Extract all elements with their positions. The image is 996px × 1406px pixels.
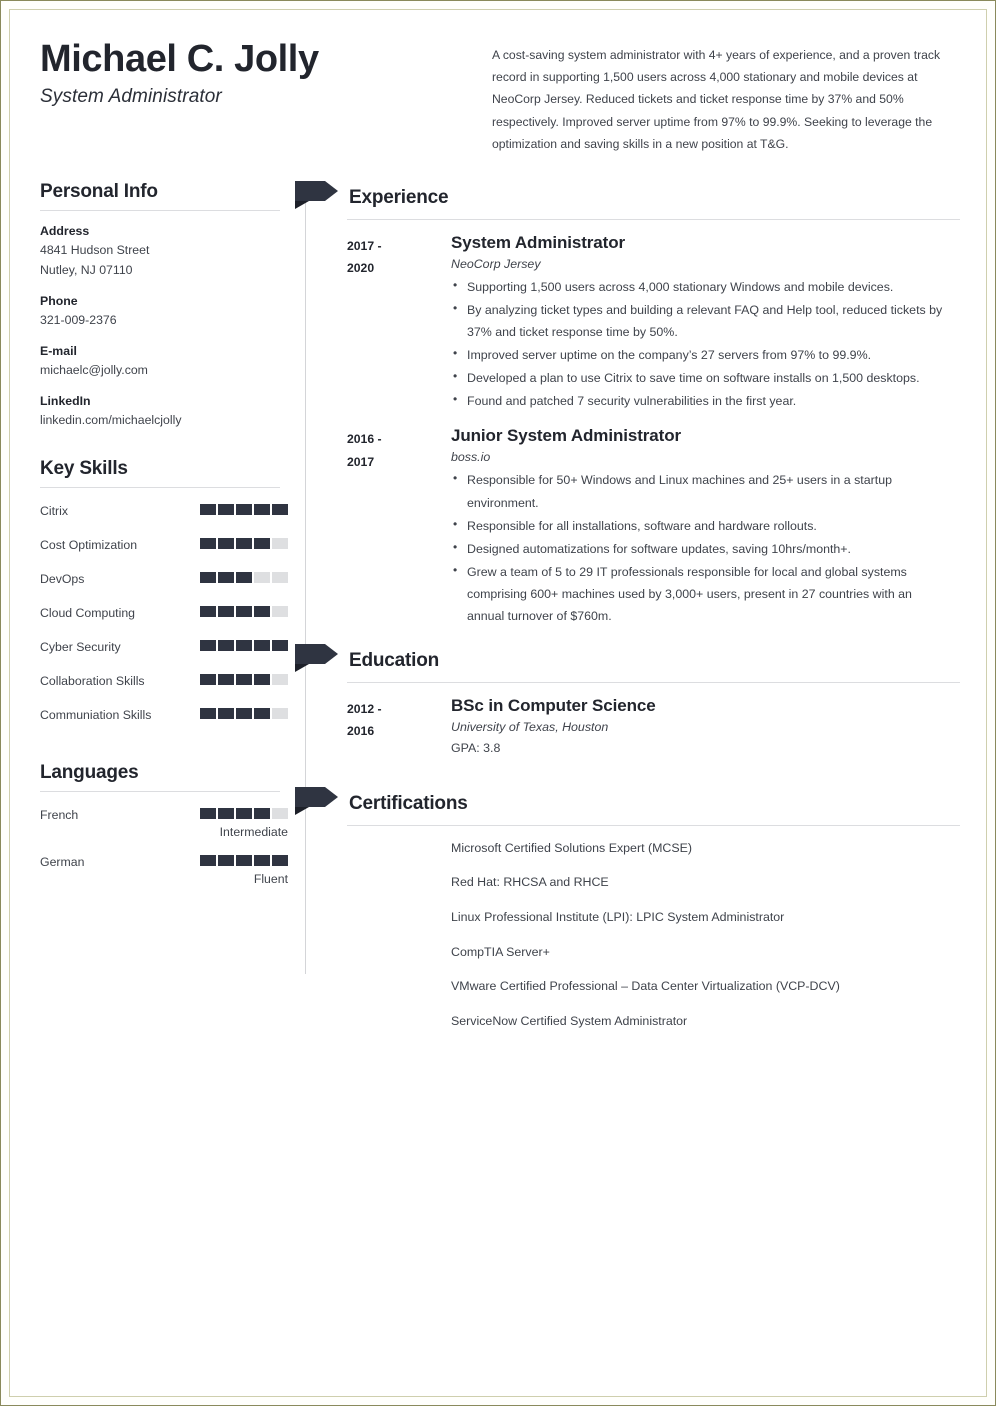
experience-entry (317, 220, 960, 413)
rating-block (272, 708, 288, 719)
entry-date-start: 2012 - (347, 702, 382, 717)
rating-block (254, 538, 270, 549)
rating-blocks (200, 538, 288, 549)
header-identity (40, 32, 492, 155)
resume-content (10, 10, 986, 1396)
language-level: Fluent (253, 871, 288, 886)
language-label: French (40, 807, 79, 822)
rating-block (236, 572, 252, 583)
rating-block (254, 708, 270, 719)
rating-block (254, 640, 270, 651)
rating-block (218, 640, 234, 651)
info-value[interactable]: michaelc@jolly.com (40, 362, 148, 377)
rating-block (254, 674, 270, 685)
rating-block (200, 708, 216, 719)
certification-item: CompTIA Server+ (451, 944, 550, 959)
rating-blocks (200, 855, 288, 866)
skill-rating (200, 671, 288, 685)
skill-rating (200, 569, 288, 583)
rating-block (236, 855, 252, 866)
entry-company: NeoCorp Jersey (451, 257, 541, 272)
skill-label: Citrix (40, 503, 69, 518)
tag-marker-icon (295, 787, 339, 815)
candidate-job-title: System Administrator (40, 85, 222, 107)
info-value: 321-009-2376 (40, 312, 117, 327)
language-row (40, 805, 288, 839)
rating-block (272, 538, 288, 549)
entry-bullets (451, 469, 952, 627)
skill-row (40, 501, 288, 522)
certifications-header-row (317, 787, 960, 821)
skill-label: Cost Optimization (40, 537, 138, 552)
school-name: University of Texas, Houston (451, 720, 609, 735)
certifications-heading: Certifications (349, 792, 468, 814)
sidebar-column (40, 181, 288, 899)
rating-block (272, 606, 288, 617)
info-value-line: 4841 Hudson Street (40, 243, 150, 258)
info-label: Address (40, 224, 90, 239)
language-rating (200, 852, 288, 886)
candidate-name: Michael C. Jolly (40, 38, 319, 80)
languages-list (40, 805, 288, 886)
rating-block (254, 606, 270, 617)
info-block-address (40, 224, 288, 281)
rating-block (254, 808, 270, 819)
entry-title: Junior System Administrator (451, 426, 681, 446)
professional-summary: A cost-saving system administrator with 4+ years of experience, and a proven track record in supporting 1,500 users across 4,000 stationary and mobile devices at NeoCorp Jersey. Reduced tickets and ticket response time by 37% and 50% respectively. Improved server uptime from 97% to 99.9%. Seeking to leverage the optimization and saving skills in a new position at T&G. (492, 48, 941, 151)
rating-block (236, 808, 252, 819)
skill-label: Cloud Computing (40, 605, 136, 620)
info-label: LinkedIn (40, 393, 91, 408)
rating-block (200, 538, 216, 549)
rating-blocks (200, 640, 288, 651)
spacer (40, 444, 288, 458)
skill-rating (200, 705, 288, 719)
certification-item: Red Hat: RHCSA and RHCE (451, 875, 609, 890)
skill-rating (200, 501, 288, 515)
rating-block (254, 572, 270, 583)
header-summary-area (492, 32, 960, 155)
rating-block (200, 572, 216, 583)
rating-block (272, 504, 288, 515)
rating-block (218, 674, 234, 685)
rating-block (218, 808, 234, 819)
gpa-value: GPA: 3.8 (451, 741, 501, 756)
personal-info-heading: Personal Info (40, 181, 158, 203)
entry-body (451, 426, 960, 628)
entry-bullet: • Responsible for all installations, software and hardware rollouts. (451, 515, 952, 537)
entry-body (451, 233, 960, 413)
skill-label: Communiation Skills (40, 708, 152, 723)
entry-date-end: 2020 (347, 261, 375, 276)
personal-info-divider (40, 210, 280, 211)
info-value-line: Nutley, NJ 07110 (40, 262, 133, 277)
section-key-skills (40, 458, 288, 727)
language-label: German (40, 854, 85, 869)
rating-block (236, 640, 252, 651)
info-block-phone (40, 294, 288, 331)
entry-title: System Administrator (451, 233, 626, 253)
certification-item: Microsoft Certified Solutions Expert (MCSE) (451, 840, 693, 855)
skill-label: Collaboration Skills (40, 674, 145, 689)
entry-bullets (451, 276, 952, 412)
entry-date-start: 2016 - (347, 432, 382, 447)
rating-block (272, 674, 288, 685)
certification-item: Linux Professional Institute (LPI): LPIC System Administrator (451, 910, 785, 925)
skill-label: Cyber Security (40, 640, 121, 655)
language-row (40, 852, 288, 886)
languages-heading: Languages (40, 761, 139, 783)
entry-date-start: 2017 - (347, 239, 382, 254)
entry-bullet: • Developed a plan to use Citrix to save time on software installs on 1,500 desktops. (451, 367, 952, 389)
degree-title: BSc in Computer Science (451, 696, 656, 716)
skill-row (40, 569, 288, 590)
rating-blocks (200, 808, 288, 819)
section-personal-info (40, 181, 288, 431)
key-skills-divider (40, 487, 280, 488)
timeline-line (305, 191, 306, 974)
rating-block (236, 708, 252, 719)
resume-header (10, 10, 986, 155)
spacer (40, 740, 288, 762)
rating-block (254, 504, 270, 515)
page-inner-border (9, 9, 987, 1397)
rating-blocks (200, 708, 288, 719)
skill-rating (200, 603, 288, 617)
certification-item: VMware Certified Professional – Data Center Virtualization (VCP-DCV) (451, 979, 840, 994)
skill-row (40, 705, 288, 726)
rating-blocks (200, 572, 288, 583)
rating-block (218, 606, 234, 617)
education-heading: Education (349, 650, 440, 672)
entry-bullet: • Designed automatizations for software updates, saving 10hrs/month+. (451, 538, 952, 560)
skill-row (40, 603, 288, 624)
section-certifications (317, 787, 960, 1031)
skill-label: DevOps (40, 571, 85, 586)
experience-heading: Experience (349, 187, 449, 209)
entry-bullet: • Supporting 1,500 users across 4,000 stationary Windows and mobile devices. (451, 276, 952, 298)
skill-rating (200, 637, 288, 651)
entry-bullet: • Responsible for 50+ Windows and Linux machines and 25+ users in a startup environment. (451, 469, 952, 513)
key-skills-list (40, 501, 288, 727)
experience-entry (317, 413, 960, 628)
section-languages (40, 762, 288, 886)
tag-marker-icon (295, 644, 339, 672)
education-header-row (317, 644, 960, 678)
rating-block (236, 504, 252, 515)
info-label: E-mail (40, 343, 77, 358)
rating-block (218, 504, 234, 515)
rating-block (218, 572, 234, 583)
entry-body (451, 696, 960, 759)
entry-bullet: • Improved server uptime on the company’s 27 servers from 97% to 99.9%. (451, 344, 952, 366)
section-education (317, 644, 960, 759)
rating-block (218, 708, 234, 719)
entry-dates (347, 233, 451, 413)
entry-dates (347, 426, 451, 628)
rating-block (200, 640, 216, 651)
experience-entries (317, 220, 960, 628)
main-column (288, 181, 960, 1031)
skill-row (40, 671, 288, 692)
rating-block (236, 606, 252, 617)
skill-row (40, 637, 288, 658)
certification-item: ServiceNow Certified System Administrator (451, 1013, 688, 1028)
entry-date-end: 2017 (347, 454, 375, 469)
rating-block (218, 538, 234, 549)
rating-block (200, 674, 216, 685)
rating-block (200, 606, 216, 617)
entry-bullet: • Found and patched 7 security vulnerabilities in the first year. (451, 390, 952, 412)
tag-marker-icon (295, 181, 339, 209)
entry-dates (347, 696, 451, 759)
entry-date-end: 2016 (347, 724, 375, 739)
rating-block (200, 808, 216, 819)
info-block-email (40, 344, 288, 381)
info-label: Phone (40, 293, 78, 308)
section-experience (317, 181, 960, 628)
entry-bullet: • Grew a team of 5 to 29 IT professionals responsible for local and global systems comprising 600+ machines used by 3,000+ users, present in 27 countries with an annual turnover of $760m. (451, 561, 952, 627)
certifications-list (317, 826, 960, 1031)
education-entry (317, 683, 960, 759)
education-entries (317, 683, 960, 759)
rating-blocks (200, 504, 288, 515)
rating-block (218, 855, 234, 866)
resume-body (10, 155, 986, 1031)
skill-rating (200, 535, 288, 549)
rating-block (200, 855, 216, 866)
languages-divider (40, 791, 280, 792)
rating-block (272, 808, 288, 819)
entry-company: boss.io (451, 450, 491, 465)
info-value (40, 241, 288, 281)
experience-header-row (317, 181, 960, 215)
rating-block (236, 538, 252, 549)
language-level: Intermediate (219, 824, 288, 839)
skill-row (40, 535, 288, 556)
rating-block (272, 855, 288, 866)
rating-blocks (200, 674, 288, 685)
key-skills-heading: Key Skills (40, 457, 128, 479)
info-block-linkedin (40, 394, 288, 431)
language-rating (200, 805, 288, 839)
rating-block (236, 674, 252, 685)
rating-block (272, 572, 288, 583)
rating-block (200, 504, 216, 515)
rating-block (254, 855, 270, 866)
rating-block (272, 640, 288, 651)
entry-bullet: • By analyzing ticket types and building a relevant FAQ and Help tool, reduced tickets by 37% and ticket response time by 50%. (451, 299, 952, 343)
info-value[interactable]: linkedin.com/michaelcjolly (40, 412, 182, 427)
rating-blocks (200, 606, 288, 617)
